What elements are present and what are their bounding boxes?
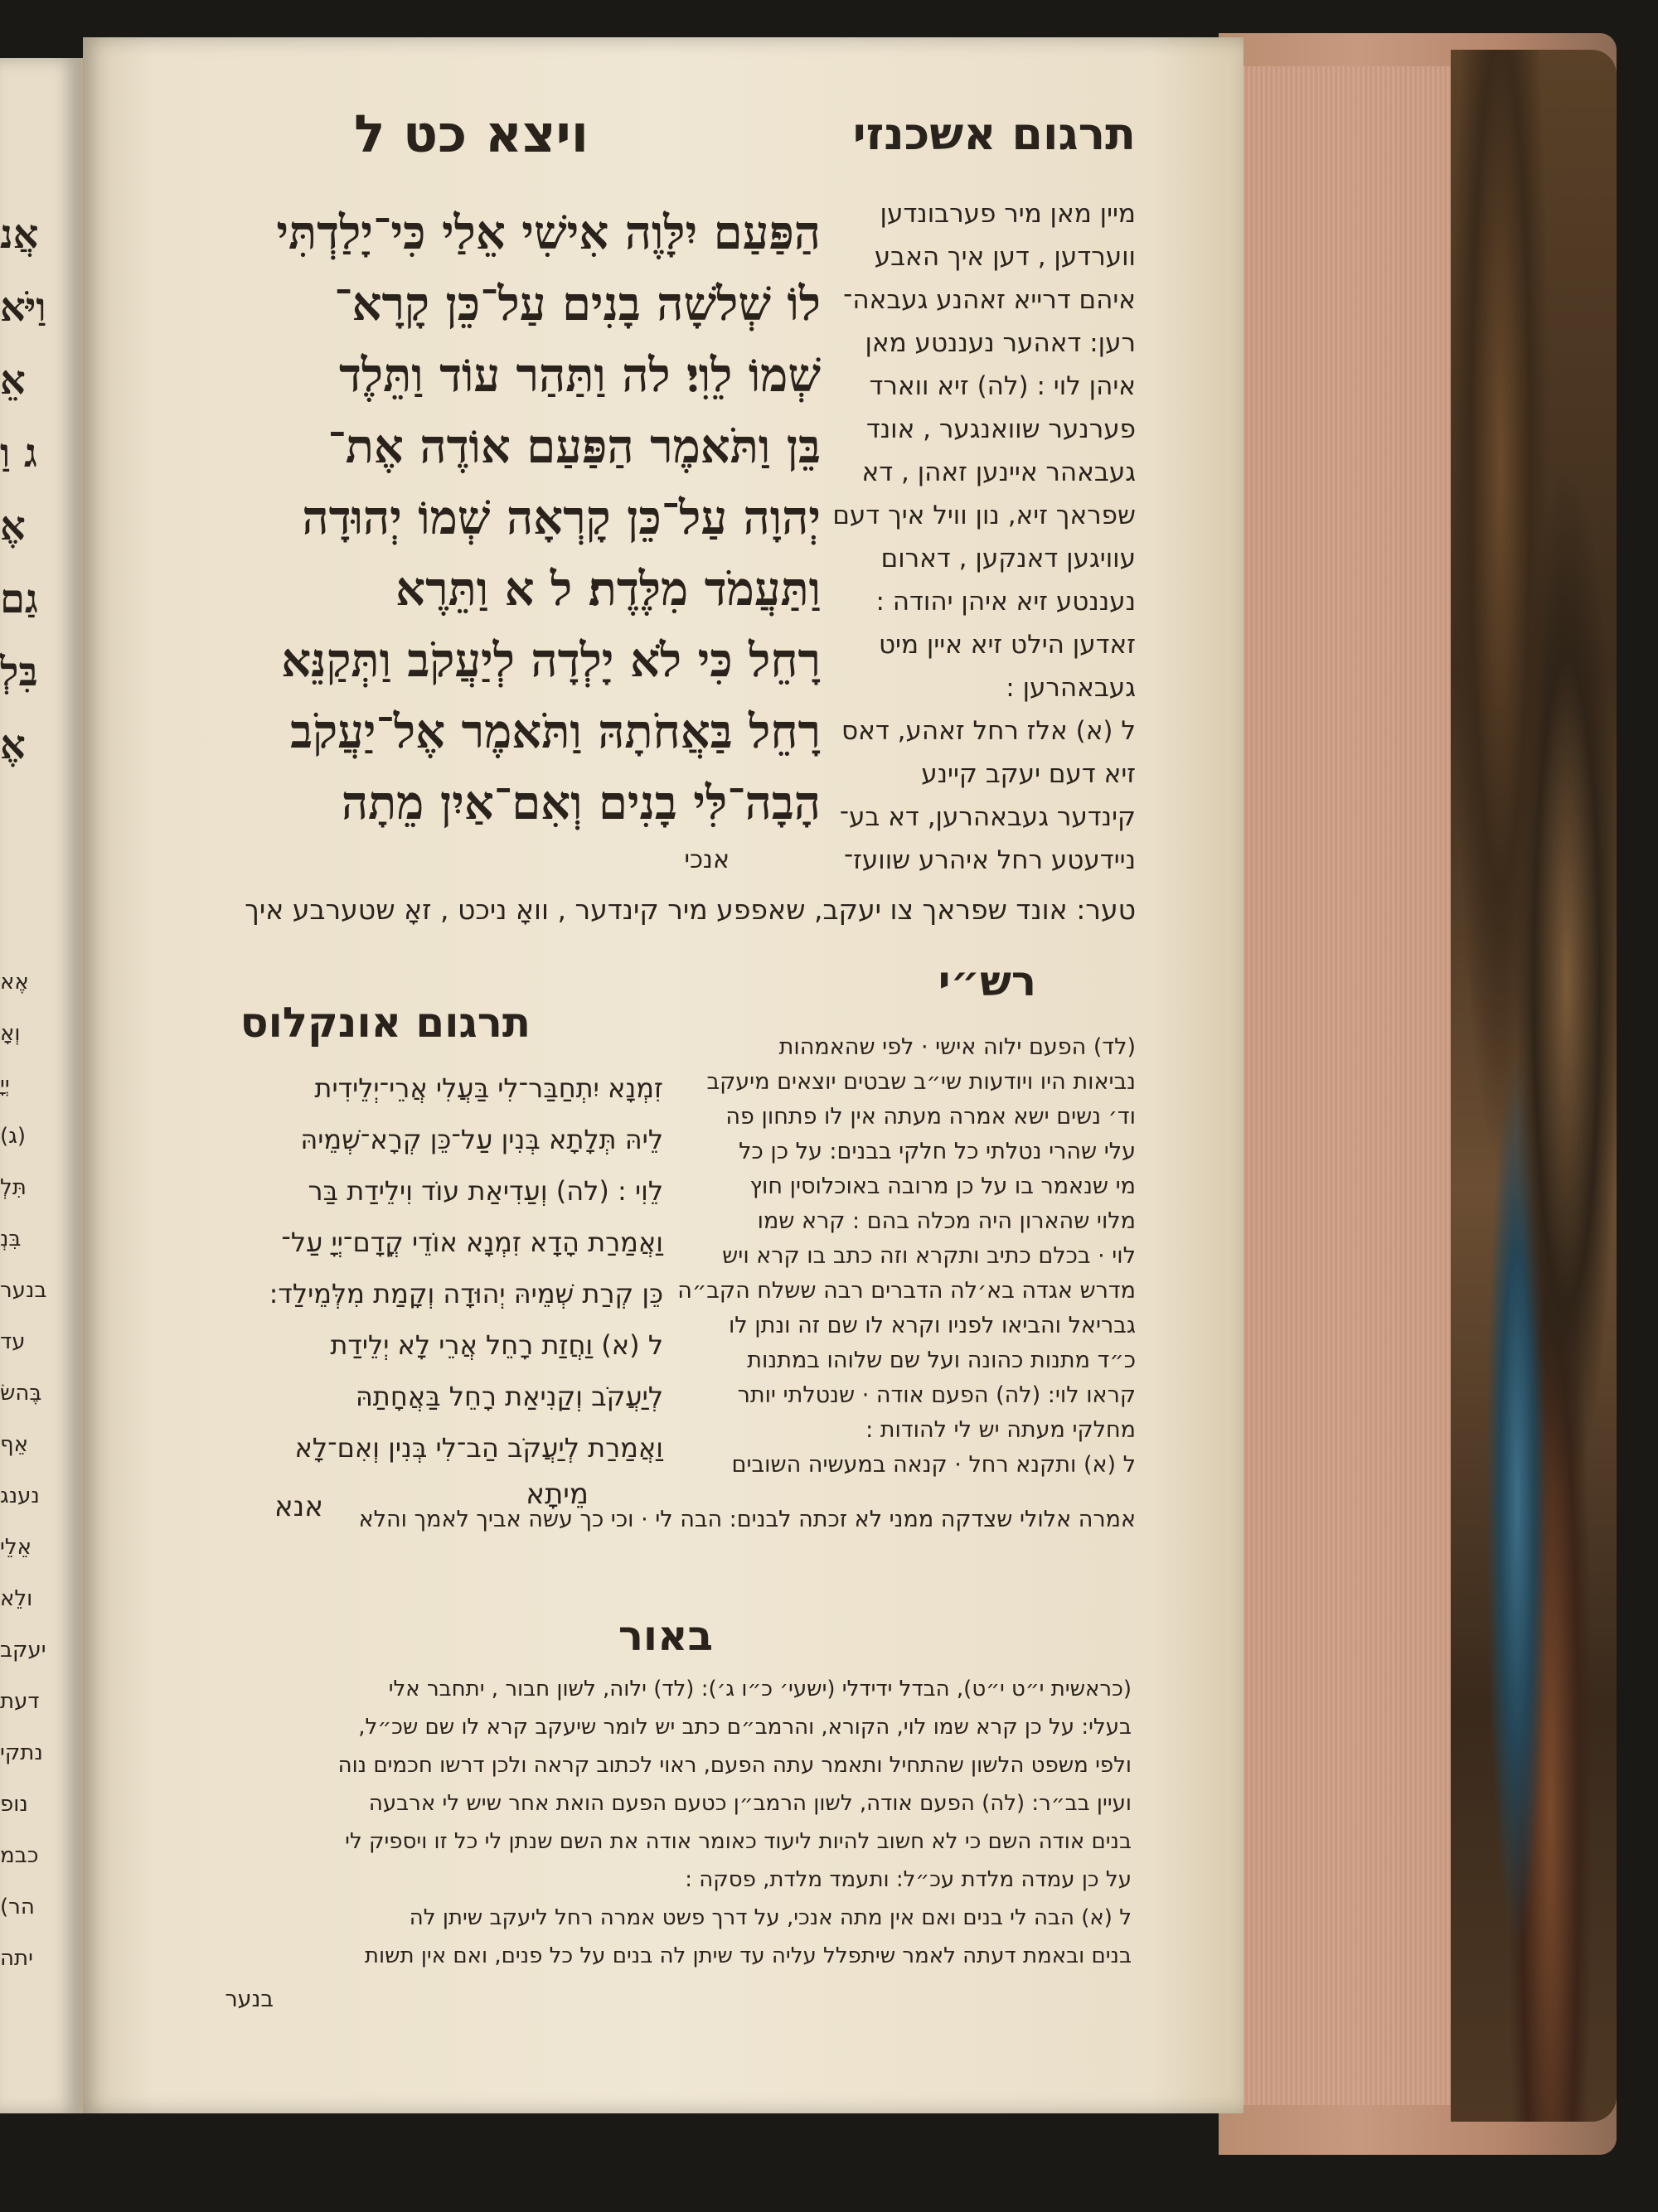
rashi-line: קראו לוי: (לה) הפעם אודה · שנטלתי יותר xyxy=(737,1382,1136,1408)
left-page-small-fragment: אֶא xyxy=(0,970,29,995)
yiddish-line: איהן לוי : (לה) זיא ווארד xyxy=(869,371,1136,401)
left-page-small-fragment: יעקב xyxy=(0,1638,46,1663)
biur-line: ועיין בב״ר: (לה) הפעם אודה, לשון הרמב״ן כטעם הפעם הואת אחר שיש לי ארבעה xyxy=(368,1791,1132,1816)
left-page-torah-fragment: אֶ xyxy=(0,503,26,549)
rashi-line: ל (א) ותקנא רחל · קנאה במעשיה השובים xyxy=(731,1452,1136,1478)
yiddish-line: קינדער געבאהרען, דא בע־ xyxy=(839,802,1136,832)
rashi-line: מחלקי מעתה יש לי להודות : xyxy=(865,1417,1136,1443)
torah-line: הָבָה־לִּי בָנִים וְאִם־אַיִן מֵתָה xyxy=(341,776,821,830)
rashi-line: עלי שהרי נטלתי כל חלקי בבנים: על כן כל xyxy=(739,1139,1136,1164)
biur-line: בעלי: על כן קרא שמו לוי, הקורא, והרמב״ם כתב יש לומר שיעקב קרא לו שם שכ״ל, xyxy=(358,1715,1132,1740)
biur-line: ולפי משפט הלשון שהתחיל ותאמר עתה הפעם, ראוי לכתוב קראה ולכן דרשו חכמים נוה xyxy=(337,1753,1132,1778)
left-page-small-fragment: יתה xyxy=(0,1946,33,1971)
rashi-line: מדרש אגדה בא׳לה הדברים רבה ששלח הקב״ה xyxy=(677,1278,1136,1304)
yiddish-line: פערנער שוואנגער , אונד xyxy=(865,414,1136,444)
left-page-small-fragment: ולֵא xyxy=(0,1586,33,1611)
onkelos-line: זִמְנָא יִתְחַבַּר־לִי בַּעֲלִי אֲרֵי־יְלֵידִית xyxy=(314,1072,663,1104)
torah-line: בֵּן וַתֹּאמֶר הַפַּעַם אוֹדֶה אֶת־ xyxy=(327,419,821,474)
left-page-torah-fragment: גַם xyxy=(0,576,38,622)
yiddish-line: געבאהר איינען זאהן , דא xyxy=(861,457,1136,487)
torah-line: וַתַּעֲמֹד מִלֶּדֶת׃ ל א וַתֵּרֶא xyxy=(395,562,821,617)
rashi-line: מי שנאמר בו על כן מרובה באוכלוסין חוץ xyxy=(749,1174,1136,1199)
rashi-line: מלוי שהארון היה מכלה בהם : קרא שמו xyxy=(757,1208,1136,1234)
rashi-line: (לד) הפעם ילוה אישי · לפי שהאמהות xyxy=(778,1034,1136,1060)
yiddish-line: איהם דרייא זאהנע געבאה־ xyxy=(843,285,1136,315)
biur-line: (כראשית י״ט י״ט), הבדל ידידלי (ישעי׳ כ״ו ג׳): (לד) ילוה, לשון חבור , יתחבר אלי xyxy=(388,1677,1132,1701)
rashi-line: גבריאל והביאו לפניו וקרא לו שם זה ונתן לו xyxy=(728,1313,1136,1338)
left-page-small-fragment: (הר xyxy=(0,1895,35,1919)
left-page-small-fragment: אֵלֵי xyxy=(0,1535,32,1560)
torah-line: רָחֵל כִּי לֹא יָלְדָה לְיַעֲקֹב וַתְּקַנֵּא xyxy=(281,633,821,688)
biur-catchword: בנער xyxy=(225,1987,274,2012)
left-page-torah-fragment: ג וַ xyxy=(0,430,37,477)
left-page-torah-fragment: אֵ xyxy=(0,357,26,404)
left-page-small-fragment: בנער xyxy=(0,1278,47,1303)
rashi-title: רש״י xyxy=(938,957,1036,1005)
onkelos-title: תרגום אונקלוס xyxy=(240,999,531,1047)
left-page-small-fragment: דעת xyxy=(0,1689,40,1714)
torah-line: הַפַּעַם יִלָּוֶה אִישִׁי אֵלַי כִּי־יָלַדְתִּי xyxy=(276,206,821,260)
yiddish-line: נעננטע זיא איהן יהודה : xyxy=(875,587,1136,617)
rashi-line: כ״ד מתנות כהונה ועל שם שלוהו במתנות xyxy=(747,1348,1136,1373)
onkelos-line: לְיַעֲקֹב וְקַנִיאַת רָחֵל בַּאֲחָתַהּ xyxy=(355,1381,663,1412)
yiddish-line: זאדען הילט זיא איין מיט xyxy=(878,630,1136,660)
torah-line: שְׁמוֹ לֵוִי׃ לה וַתַּהַר עוֹד וַתֵּלֶד xyxy=(338,348,821,403)
onkelos-catchword-1: מֵיתָא xyxy=(526,1478,589,1511)
yiddish-line: מיין מאן מיר פערבונדען xyxy=(880,199,1136,229)
left-page-small-fragment: בִּנְ xyxy=(0,1227,22,1251)
left-page-small-fragment: נתקי xyxy=(0,1740,43,1765)
yiddish-line: עוויגען דאנקען , דארום xyxy=(880,544,1136,574)
yiddish-line: זיא דעם יעקב קיינע xyxy=(921,759,1136,789)
left-page-small-fragment: יְיָ xyxy=(0,1072,10,1097)
torah-line: לוֹ שְׁלשָׁה בָנִים עַל־כֵּן קָרָא־ xyxy=(334,277,821,332)
left-page-small-fragment: נופ xyxy=(0,1792,28,1817)
left-page-torah-fragment: וַיֹּא xyxy=(0,284,46,331)
biur-title: באור xyxy=(618,1612,713,1660)
biur-line: בנים ובאמת דעתה לאמר שיתפלל עליה עד שיתן לה בנים על כל פנים, ואם אין תשות xyxy=(364,1943,1132,1968)
onkelos-line: ל (א) וַחֲזַת רָחֵל אֲרֵי לָא יְלֵידַת xyxy=(330,1329,663,1361)
onkelos-line: וַאֲמַרַת לְיַעֲקֹב הַב־לִי בְּנִין וְאִם־לָא xyxy=(294,1432,663,1464)
biur-line: ל (א) הבה לי בנים ואם אין מתה אנכי, על דרך פשט אמרה רחל ליעקב שיתן לה xyxy=(409,1905,1132,1930)
yiddish-line: ל (א) אלז רחל זאהע, דאס xyxy=(841,716,1136,746)
onkelos-catchword-2: אנא xyxy=(274,1490,323,1523)
left-page-small-fragment: כבמ xyxy=(0,1843,39,1868)
left-page-small-fragment: (ג) xyxy=(0,1124,27,1149)
left-page xyxy=(0,58,84,2113)
left-page-small-fragment: אֵף xyxy=(0,1432,29,1457)
yiddish-continuation-line: טער: אונד שפראך צו יעקב, שאפפע מיר קינדער , וואָ ניכט , זאָ שטערבע איך xyxy=(245,893,1136,926)
left-page-torah-fragment: אֶ xyxy=(0,722,26,768)
onkelos-line: כֵּן קְרַת שְׁמֵיהּ יְהוּדָה וְקָמַת מִלְּמֵילַד: xyxy=(269,1278,663,1309)
left-page-small-fragment: עד xyxy=(0,1329,26,1354)
rashi-line: אמרה אלולי שצדקה ממני לא זכתה לבנים: הבה לי · וכי כך עשה אביך לאמך והלא xyxy=(358,1507,1136,1532)
torah-catchword: אנכי xyxy=(684,845,730,874)
left-page-small-fragment: בֶּהשׂ xyxy=(0,1381,42,1406)
onkelos-line: וַאֲמַרַת הָדָא זִמְנָא אוֹדֵי קֳדָם־יְיָ עַל־ xyxy=(281,1227,663,1258)
onkelos-line: לֵיהּ תְּלָתָא בְּנִין עַל־כֵּן קְרָא־שְׁמֵיהּ xyxy=(300,1124,663,1155)
onkelos-line: לֵוִי : (לה) וְעַדִיאַת עוֹד וִילֵידַת בַּר xyxy=(308,1175,663,1207)
header-left-title: ויצא כט ל xyxy=(353,104,589,164)
yiddish-line: רען: דאהער נעננטע מאן xyxy=(865,328,1136,358)
header-right-title: תרגום אשכנזי xyxy=(852,108,1136,160)
biur-line: על כן עמדה מלדת עכ״ל: ותעמד מלדת, פסקה : xyxy=(685,1867,1132,1892)
left-page-small-fragment: וְאָ xyxy=(0,1021,21,1046)
yiddish-line: ווערדען , דען איך האבע xyxy=(874,242,1136,272)
right-page xyxy=(83,37,1244,2113)
yiddish-line: שפראך זיא, נון וויל איך דעם xyxy=(832,501,1136,530)
biur-line: בנים אודה השם כי לא חשוב להיות ליעוד כאומר אודה את השם שנתן לי כל זו ויספיק לי xyxy=(345,1829,1132,1854)
torah-line: יְהוָה עַל־כֵּן קָרְאָה שְׁמוֹ יְהוּדָה xyxy=(302,491,821,545)
rashi-line: לוי · בכלם כתיב ותקרא וזה כתב בו קרא ויש xyxy=(722,1243,1136,1269)
left-page-torah-fragment: אֲנ xyxy=(0,211,39,258)
left-page-torah-fragment: בִּלְ xyxy=(0,649,38,695)
rashi-line: וד׳ נשים ישא אמרה מעתה אין לו פתחון פה xyxy=(725,1104,1136,1130)
torah-line: רָחֵל בַּאֲחֹתָהּ וַתֹּאמֶר אֶל־יַעֲקֹב xyxy=(290,704,821,759)
marbled-cover xyxy=(1451,50,1617,2122)
left-page-small-fragment: תִּלְ xyxy=(0,1175,27,1200)
yiddish-line: געבאהרען : xyxy=(1006,673,1136,703)
yiddish-line: ניידעטע רחל איהרע שוועז־ xyxy=(843,845,1136,875)
left-page-small-fragment: נענג xyxy=(0,1484,40,1508)
rashi-line: נביאות היו ויודעות שי״ב שבטים יוצאים מיעקב xyxy=(706,1069,1136,1095)
